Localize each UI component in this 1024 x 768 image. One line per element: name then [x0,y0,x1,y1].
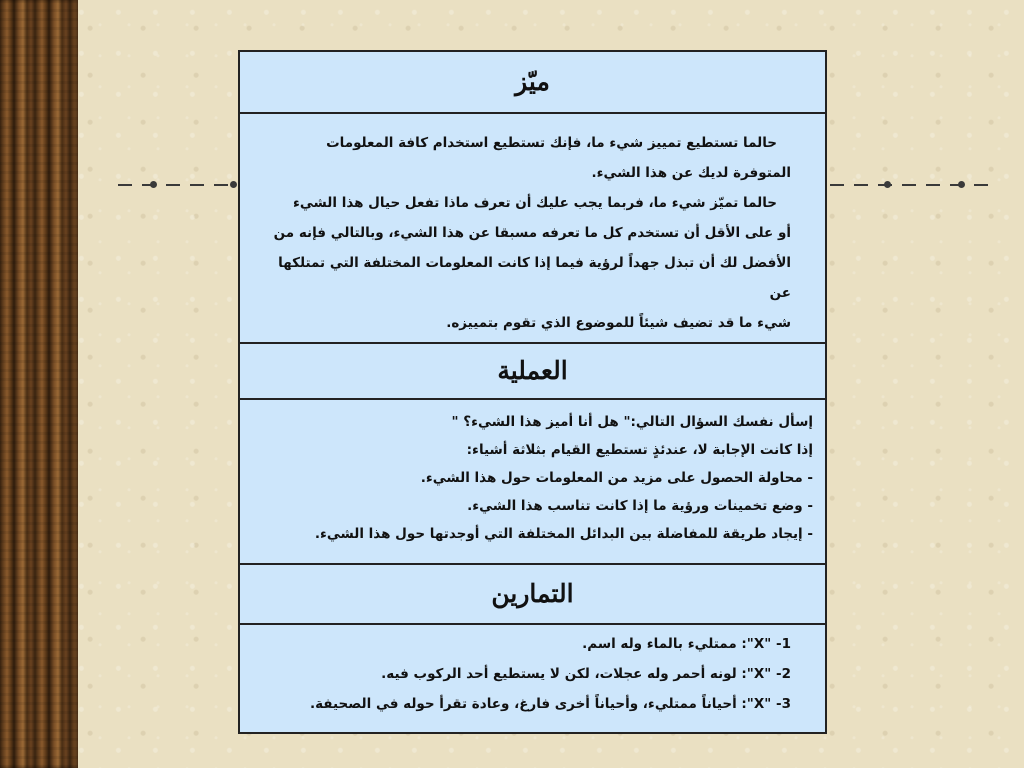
content-table [238,50,827,734]
process-line: - وضع تخمينات ورؤية ما إذا كانت تناسب هذا الشيء. [467,498,813,514]
section-body-distinguish [240,114,825,344]
divider-dot [230,181,237,188]
process-line: - محاولة الحصول على مزيد من المعلومات حول هذا الشيء. [420,470,813,486]
paragraph-line: شيء ما قد تضيف شيئاً للموضوع الذي تقوم بتمييزه. [446,315,791,331]
paragraph-line: الأفضل لك أن تبذل جهداً لرؤية فيما إذا كانت المعلومات المختلفة التي تمتلكها عن [278,255,791,301]
paragraph-line: حالما تميّز شيء ما، فربما يجب عليك أن تعرف ماذا تفعل حيال هذا الشيء [293,195,777,211]
section-title-distinguish: ميّز [240,52,825,114]
process-line: إذا كانت الإجابة لا، عندئذٍ تستطيع القيام بثلاثة أشياء: [466,442,813,458]
section-body-exercises [240,625,825,732]
dashed-divider-right [830,184,990,186]
exercise-item: 3- "X": أحياناً ممتليء، وأحياناً أخرى فارغ، وعادة تقرأ حوله في الصحيفة. [309,696,791,712]
divider-dot [150,181,157,188]
paragraph-line: أو على الأقل أن تستخدم كل ما تعرفه مسبقا عن هذا الشيء، وبالتالي فإنه من [273,225,791,241]
dashed-divider-left [118,184,238,186]
divider-dot [958,181,965,188]
section-body-process [240,400,825,565]
exercise-item: 1- "X": ممتليء بالماء وله اسم. [582,636,791,652]
process-line: - إيجاد طريقة للمفاضلة بين البدائل المختلفة التي أوجدتها حول هذا الشيء. [314,526,813,542]
section-title-process: العملية [240,344,825,400]
wood-panel-decoration [0,0,78,768]
paragraph-line: حالما تستطيع تمييز شيء ما، فإنك تستطيع استخدام كافة المعلومات [326,135,777,151]
exercise-item: 2- "X": لونه أحمر وله عجلات، لكن لا يستطيع أحد الركوب فيه. [381,666,791,682]
divider-dot [884,181,891,188]
process-line: إسأل نفسك السؤال التالي:" هل أنا أميز هذا الشيء؟ " [451,414,813,430]
section-title-exercises: التمارين [240,565,825,625]
paragraph-line: المتوفرة لديك عن هذا الشيء. [591,165,791,181]
